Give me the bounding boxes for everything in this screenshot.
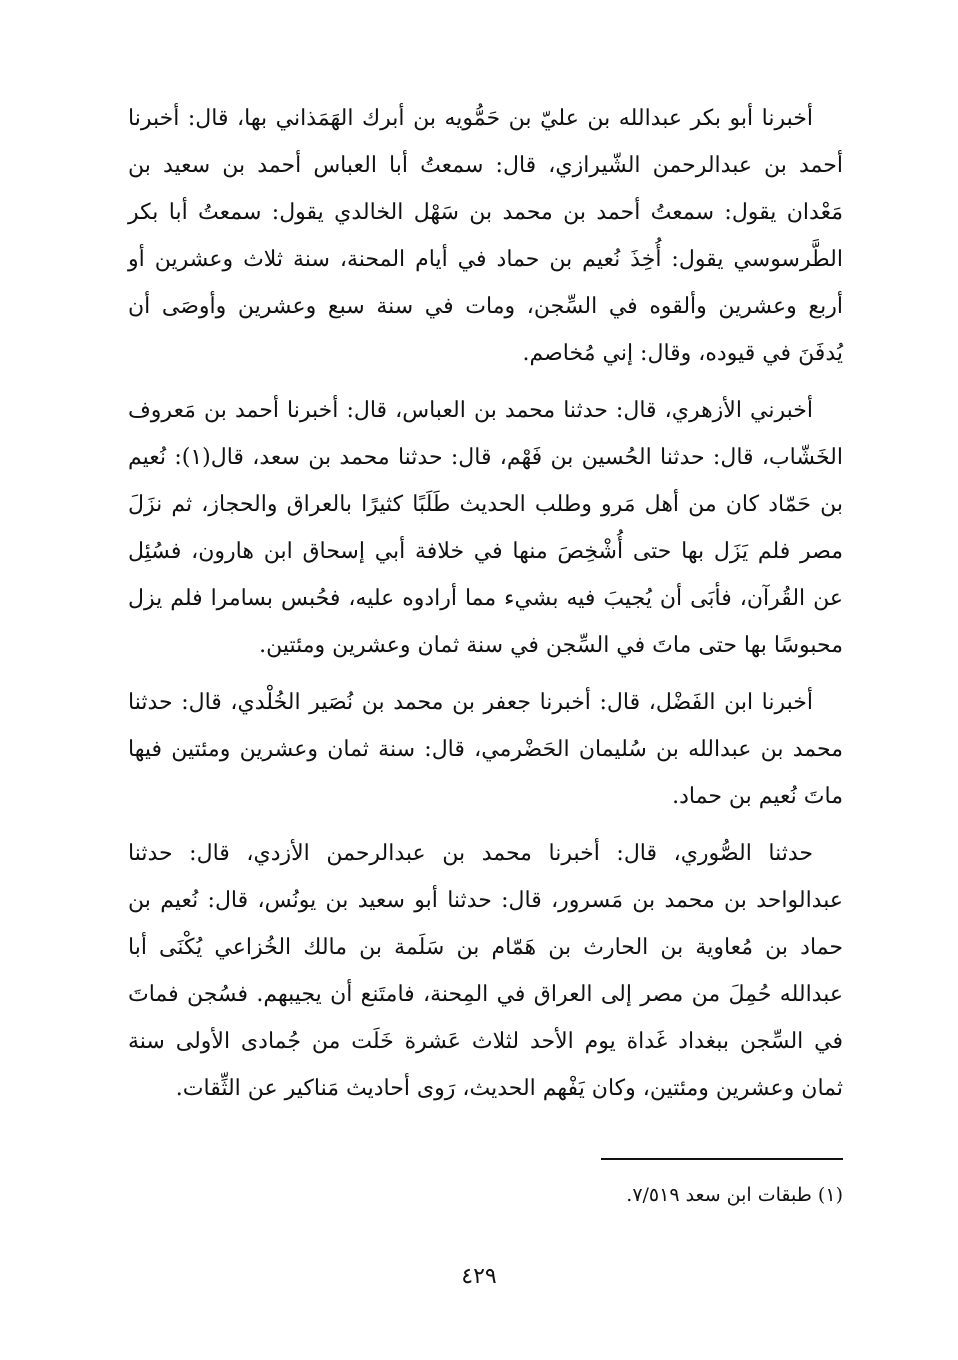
- paragraph-4: حدثنا الصُّوري، قال: أخبرنا محمد بن عبدالرحمن الأزدي، قال: حدثنا عبدالواحد بن محمد بن مَسرور، قال: حدثنا أبو سعيد بن يونُس، قال: نُعيم بن حماد بن مُعاوية بن الحارث بن هَمّام بن سَلَمة بن مالك الخُزاعي يُكْنَى أبا عبدالله حُمِلَ من مصر إلى العراق في المِحنة، فامتَنع أن يجيبهم. فسُجن فماتَ في السِّجن ببغداد غَداة يوم الأحد لثلاث عَشرة خَلَت من جُمادى الأولى سنة ثمان وعشرين ومئتين، وكان يَفْهم الحديث، رَوى أحاديث مَناكير عن الثِّقات.: [128, 841, 843, 1101]
- footnote-divider: [601, 1158, 843, 1160]
- main-text: [128, 95, 843, 1112]
- page-number: ٤٢٩: [461, 1264, 497, 1289]
- paragraph-3: أخبرنا ابن الفَضْل، قال: أخبرنا جعفر بن محمد بن نُصَير الخُلْدي، قال: حدثنا محمد بن عبدالله بن سُليمان الحَضْرمي، قال: سنة ثمان وعشرين ومئتين فيها ماتَ نُعيم بن حماد.: [128, 690, 843, 809]
- footnote: (١) طبقات ابن سعد ٧/٥١٩.: [626, 1184, 843, 1206]
- paragraph-2: أخبرني الأزهري، قال: حدثنا محمد بن العباس، قال: أخبرنا أحمد بن مَعروف الخَشّاب، قال: حدثنا الحُسين بن فَهْم، قال: حدثنا محمد بن سعد، قال(١): نُعيم بن حَمّاد كان من أهل مَرو وطلب الحديث طَلَبًا كثيرًا بالعراق والحجاز، ثم نزَلَ مصر فلم يَزَل بها حتى أُشْخِصَ منها في خلافة أبي إسحاق ابن هارون، فسُئِل عن القُرآن، فأبَى أن يُجيبَ فيه بشيء مما أرادوه عليه، فحُبس بسامرا فلم يزل محبوسًا بها حتى ماتَ في السِّجن في سنة ثمان وعشرين ومئتين.: [128, 398, 843, 658]
- paragraph-1: أخبرنا أبو بكر عبدالله بن عليّ بن حَمُّويه بن أبرك الهَمَذاني بها، قال: أخبرنا أحمد بن عبدالرحمن الشّيرازي، قال: سمعتُ أبا العباس أحمد بن سعيد بن مَعْدان يقول: سمعتُ أحمد بن محمد بن سَهْل الخالدي يقول: سمعتُ أبا بكر الطَّرسوسي يقول: أُخِذَ نُعيم بن حماد في أيام المحنة، سنة ثلاث وعشرين أو أربع وعشرين وألقوه في السِّجن، ومات في سنة سبع وعشرين وأوصَى أن يُدفَنَ في قيوده، وقال: إني مُخاصم.: [128, 106, 843, 366]
